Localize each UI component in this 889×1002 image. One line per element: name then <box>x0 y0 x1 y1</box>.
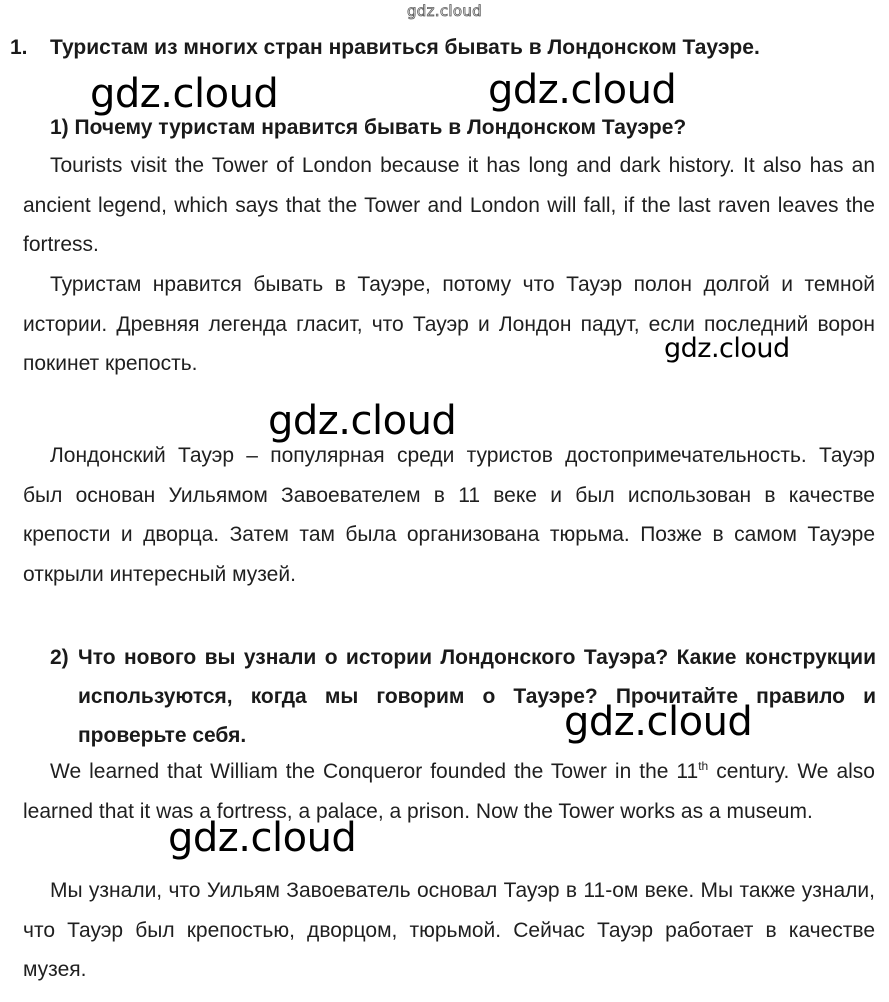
watermark: gdz.cloud <box>664 333 790 364</box>
question-1: 1) Почему туристам нравится бывать в Лондонском Тауэре? <box>50 116 687 139</box>
watermark: gdz.cloud <box>90 71 279 117</box>
watermark: gdz.cloud <box>168 815 357 861</box>
task-number: 1. <box>10 36 28 59</box>
watermark: gdz.cloud <box>564 699 753 745</box>
watermark: gdz.cloud <box>268 398 457 444</box>
top-watermark: gdz.cloud <box>406 2 482 20</box>
answer-1-english: Tourists visit the Tower of London because it has long and dark history. It also has an ancient legend, which says that the Tower and London will fall, if the last raven leaves the fortress. <box>23 154 875 256</box>
answer-1-russian: Туристам нравится бывать в Тауэре, потому что Тауэр полон долгой и темной истории. Древняя легенда гласит, что Тауэр и Лондон падут, если последний ворон покинет крепость. <box>23 273 875 375</box>
answer-2-english-start: We learned that William the Conqueror founded the Tower in the 11 <box>50 760 699 783</box>
answer-2-english <box>23 752 875 831</box>
watermark: gdz.cloud <box>488 67 677 113</box>
task-heading <box>10 34 760 62</box>
answer-2-english-end: century. We also learned that it was a fortress, a palace, a prison. Now the Tower works as a museum. <box>23 760 875 823</box>
question-2-text: Что нового вы узнали о истории Лондонского Тауэра? Какие конструкции используются, когда мы говорим о Тауэре? Прочитайте правило и проверьте себя. <box>78 646 876 747</box>
question-2-number: 2) <box>50 646 69 669</box>
answer-2-russian: Мы узнали, что Уильям Завоеватель основал Тауэр в 11-ом веке. Мы также узнали, что Тауэр был крепостью, дворцом, тюрьмой. Сейчас Тауэр работает в качестве музея. <box>23 879 875 981</box>
tower-info-russian: Лондонский Тауэр – популярная среди туристов достопримечательность. Тауэр был основан Уильямом Завоевателем в 11 веке и был использован в качестве крепости и дворца. Затем там была организована тюрьма. Позже в самом Тауэре открыли интересный музей. <box>23 444 875 586</box>
task-title: Туристам из многих стран нравиться бывать в Лондонском Тауэре. <box>50 36 760 59</box>
ordinal-suffix: th <box>698 759 709 773</box>
